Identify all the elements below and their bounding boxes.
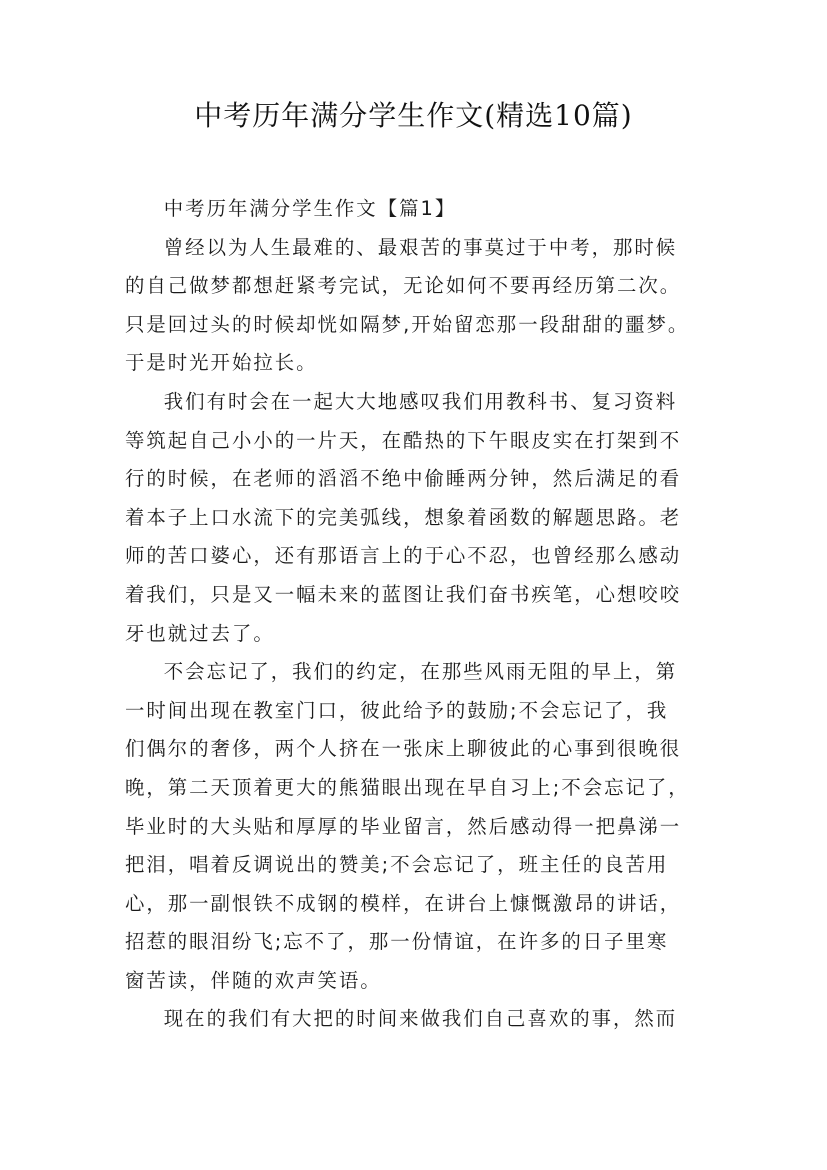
text-line: 着我们，只是又一幅未来的蓝图让我们奋书疾笔，心想咬咬 xyxy=(125,582,682,606)
paragraph xyxy=(125,229,715,383)
paragraph-heading xyxy=(125,190,715,229)
text-line: 中考历年满分学生作文【篇1】 xyxy=(163,197,457,220)
text-line: 一时间出现在教室门口，彼此给予的鼓励;不会忘记了，我 xyxy=(125,698,669,722)
paragraph xyxy=(125,653,715,1000)
text-line: 的自己做梦都想赶紧考完试，无论如何不要再经历第二次。 xyxy=(125,274,682,298)
text-line: 牙也就过去了。 xyxy=(125,621,275,645)
text-line: 等筑起自己小小的一片天，在酷热的下午眼皮实在打架到不 xyxy=(125,428,682,452)
text-line: 窗苦读，伴随的欢声笑语。 xyxy=(125,968,382,992)
text-line: 我们有时会在一起大大地感叹我们用教科书、复习资料 xyxy=(163,389,678,413)
text-line: 现在的我们有大把的时间来做我们自己喜欢的事，然而 xyxy=(163,1007,678,1031)
text-line: 不会忘记了，我们的约定，在那些风雨无阻的早上，第 xyxy=(163,660,678,684)
document-title: 中考历年满分学生作文(精选10篇) xyxy=(194,99,633,132)
text-line: 们偶尔的奢侈，两个人挤在一张床上聊彼此的心事到很晚很 xyxy=(125,737,682,761)
text-line: 心，那一副恨铁不成钢的模样，在讲台上慷慨激昂的讲话， xyxy=(125,891,682,915)
text-line: 行的时候，在老师的滔滔不绝中偷睡两分钟，然后满足的看 xyxy=(125,467,682,491)
text-line: 于是时光开始拉长。 xyxy=(125,351,318,375)
text-line: 招惹的眼泪纷飞;忘不了，那一份情谊，在许多的日子里寒 xyxy=(125,930,669,954)
text-line: 把泪，唱着反调说出的赞美;不会忘记了，班主任的良苦用 xyxy=(125,853,669,877)
text-line: 毕业时的大头贴和厚厚的毕业留言，然后感动得一把鼻涕一 xyxy=(125,814,682,838)
text-line: 只是回过头的时候却恍如隔梦,开始留恋那一段甜甜的噩梦。 xyxy=(125,312,690,336)
paragraph xyxy=(125,1000,715,1039)
text-line: 着本子上口水流下的完美弧线，想象着函数的解题思路。老 xyxy=(125,505,682,529)
text-line: 晚，第二天顶着更大的熊猫眼出现在早自习上;不会忘记了， xyxy=(125,775,690,799)
text-line: 师的苦口婆心，还有那语言上的于心不忍，也曾经那么感动 xyxy=(125,544,682,568)
text-line: 曾经以为人生最难的、最艰苦的事莫过于中考，那时候 xyxy=(163,235,678,259)
document-body xyxy=(125,190,715,1039)
paragraph xyxy=(125,383,715,653)
